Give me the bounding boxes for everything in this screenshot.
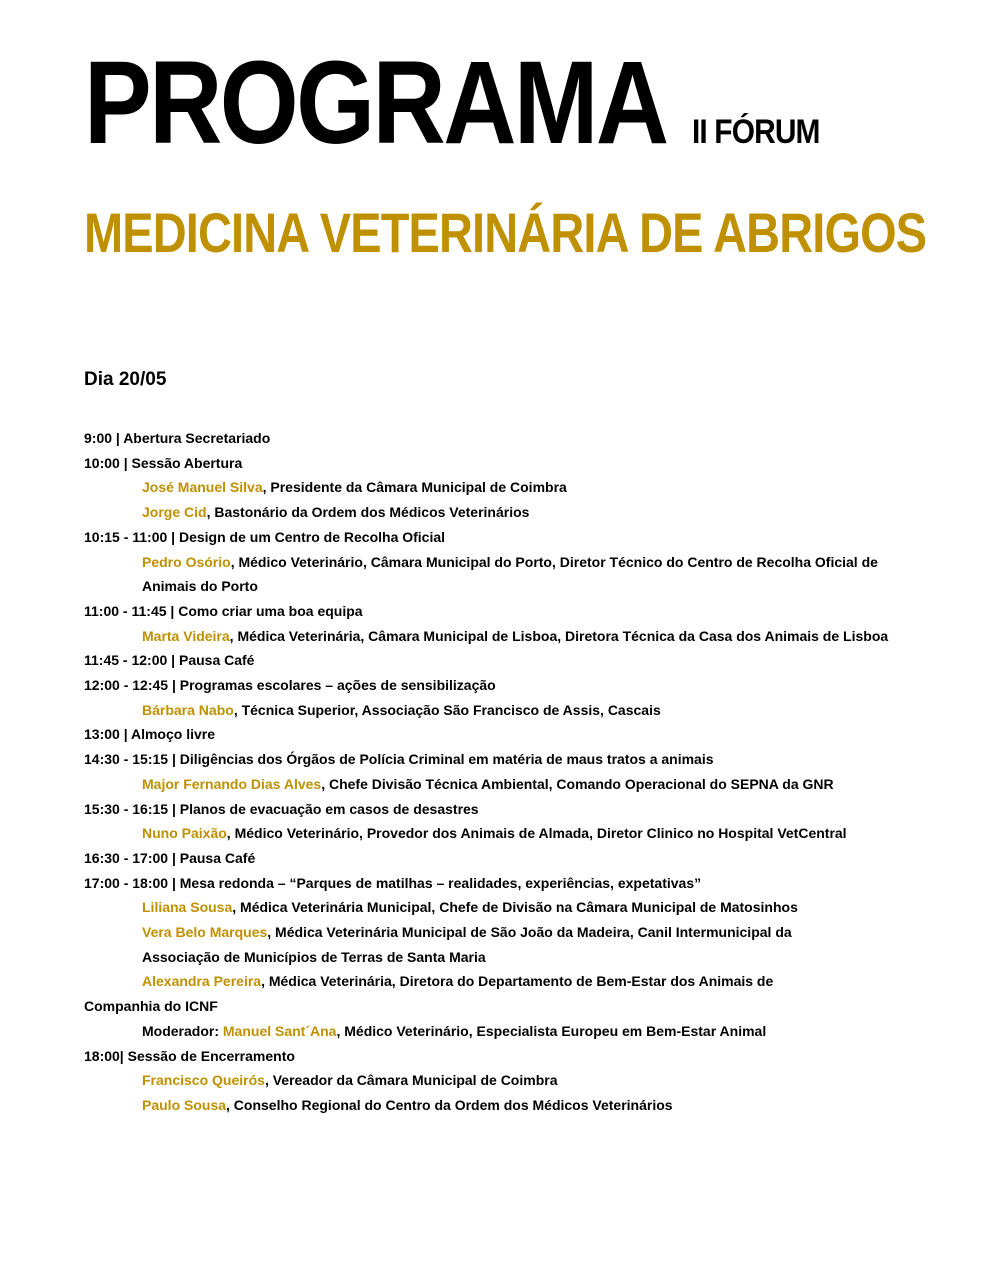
- speaker-name: Paulo Sousa: [142, 1096, 227, 1113]
- schedule-list: [84, 426, 944, 1118]
- speaker-description: , Médica Veterinária, Câmara Municipal de Lisboa, Diretora Técnica da Casa dos Animais de Lisboa: [229, 627, 889, 644]
- speaker-line: [84, 1093, 944, 1118]
- speaker-name: Nuno Paixão: [142, 825, 227, 842]
- speaker-continuation: [84, 574, 944, 599]
- speaker-description: , Presidente da Câmara Municipal de Coimbra: [262, 479, 567, 496]
- schedule-time-title: 10:15 - 11:00 | Design de um Centro de Recolha Oficial: [84, 528, 446, 545]
- schedule-time-title: 11:00 - 11:45 | Como criar uma boa equipa: [84, 602, 363, 619]
- speaker-continuation: [84, 945, 944, 970]
- speaker-line: [84, 698, 944, 723]
- speaker-line: [84, 821, 944, 846]
- schedule-time-title: 18:00| Sessão de Encerramento: [84, 1047, 295, 1064]
- schedule-time-title: 10:00 | Sessão Abertura: [84, 454, 243, 471]
- speaker-line: [84, 1068, 944, 1093]
- schedule-time-title: 17:00 - 18:00 | Mesa redonda – “Parques de matilhas – realidades, experiências, expetativas”: [84, 874, 702, 891]
- day-heading: Dia 20/05: [84, 369, 167, 390]
- speaker-name: Marta Videira: [142, 627, 230, 644]
- schedule-item: [84, 426, 944, 451]
- speaker-description: , Médica Veterinária Municipal, Chefe de Divisão na Câmara Municipal de Matosinhos: [232, 899, 798, 916]
- speaker-name: Major Fernando Dias Alves: [142, 775, 322, 792]
- schedule-time-title: 11:45 - 12:00 | Pausa Café: [84, 652, 255, 669]
- speaker-description: , Médica Veterinária, Diretora do Departamento de Bem-Estar dos Animais de: [261, 973, 774, 990]
- speaker-description: , Vereador da Câmara Municipal de Coimbra: [264, 1072, 558, 1089]
- speaker-description: , Médico Veterinário, Provedor dos Animais de Almada, Diretor Clinico no Hospital VetCentral: [226, 825, 847, 842]
- schedule-item: [84, 994, 944, 1019]
- speaker-name: Liliana Sousa: [142, 899, 233, 916]
- speaker-name: Vera Belo Marques: [142, 924, 268, 941]
- forum-edition: II FÓRUM: [692, 113, 820, 151]
- speaker-line: [84, 1019, 944, 1044]
- speaker-description: , Bastonário da Ordem dos Médicos Veterinários: [206, 504, 530, 521]
- schedule-time-title: Companhia do ICNF: [84, 998, 218, 1015]
- schedule-item: [84, 648, 944, 673]
- schedule-time-title: 15:30 - 16:15 | Planos de evacuação em casos de desastres: [84, 800, 479, 817]
- schedule-time-title: 9:00 | Abertura Secretariado: [84, 430, 271, 446]
- speaker-description: , Chefe Divisão Técnica Ambiental, Comando Operacional do SEPNA da GNR: [321, 775, 834, 792]
- speaker-name: Jorge Cid: [142, 504, 207, 521]
- speaker-description: , Técnica Superior, Associação São Francisco de Assis, Cascais: [233, 701, 661, 718]
- speaker-name: Alexandra Pereira: [142, 973, 262, 990]
- speaker-line: [84, 772, 944, 797]
- speaker-line: [84, 895, 944, 920]
- schedule-time-title: 16:30 - 17:00 | Pausa Café: [84, 849, 256, 866]
- speaker-name: Francisco Queirós: [142, 1072, 265, 1089]
- schedule-item: [84, 871, 944, 896]
- speaker-line: [84, 920, 944, 945]
- speaker-name: Bárbara Nabo: [142, 701, 234, 718]
- speaker-description: , Médico Veterinário, Câmara Municipal do Porto, Diretor Técnico do Centro de Recolha Oficial de: [230, 553, 878, 570]
- speaker-line: [84, 969, 944, 994]
- schedule-time-title: 13:00 | Almoço livre: [84, 726, 216, 743]
- speaker-line: [84, 475, 944, 500]
- speaker-description: , Conselho Regional do Centro da Ordem dos Médicos Veterinários: [226, 1096, 673, 1113]
- event-subtitle: MEDICINA VETERINÁRIA DE ABRIGOS: [84, 201, 927, 264]
- schedule-item: [84, 525, 944, 550]
- speaker-description-continued: Associação de Municípios de Terras de Santa Maria: [142, 948, 486, 965]
- speaker-description: , Médica Veterinária Municipal de São João da Madeira, Canil Intermunicipal da: [267, 924, 792, 941]
- schedule-time-title: 14:30 - 15:15 | Diligências dos Órgãos de Polícia Criminal em matéria de maus tratos a animais: [84, 751, 714, 768]
- schedule-item: [84, 599, 944, 624]
- speaker-role-prefix: Moderador:: [142, 1022, 223, 1039]
- speaker-name: Manuel Sant´Ana: [222, 1022, 337, 1039]
- schedule-item: [84, 722, 944, 747]
- schedule-item: [84, 673, 944, 698]
- schedule-item: [84, 797, 944, 822]
- schedule-item: [84, 747, 944, 772]
- schedule-time-title: 12:00 - 12:45 | Programas escolares – ações de sensibilização: [84, 677, 496, 694]
- speaker-line: [84, 624, 944, 649]
- schedule-item: [84, 1044, 944, 1069]
- speaker-line: [84, 500, 944, 525]
- speaker-name: Pedro Osório: [142, 553, 231, 570]
- speaker-description-continued: Animais do Porto: [142, 578, 258, 595]
- speaker-description: , Médico Veterinário, Especialista Europeu em Bem-Estar Animal: [336, 1022, 767, 1039]
- speaker-line: [84, 550, 944, 575]
- schedule-item: [84, 451, 944, 476]
- schedule-item: [84, 846, 944, 871]
- speaker-name: José Manuel Silva: [142, 479, 263, 496]
- program-title: PROGRAMA: [84, 37, 667, 169]
